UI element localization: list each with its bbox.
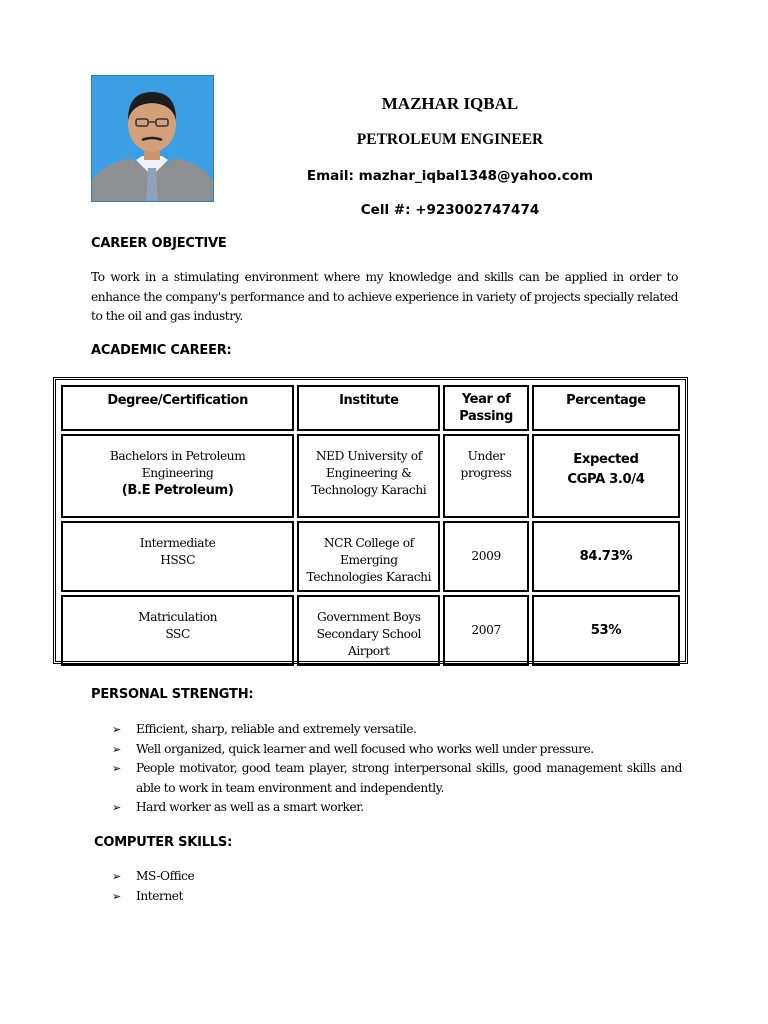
degree-cell: Bachelors in Petroleum Engineering (B.E Petroleum) — [61, 434, 294, 518]
column-header: Institute — [297, 385, 440, 431]
career-objective-heading: CAREER OBJECTIVE — [91, 236, 227, 251]
percentage-cell: Expected CGPA 3.0/4 — [532, 434, 680, 518]
degree-cell: Intermediate HSSC — [61, 521, 294, 592]
percentage-cell: 84.73% — [532, 521, 680, 592]
email-line: Email: mazhar_iqbal1348@yahoo.com — [306, 168, 594, 184]
percentage-cell: 53% — [532, 595, 680, 666]
list-item: ➢ Internet — [112, 887, 682, 907]
column-header: Year of Passing — [443, 385, 528, 431]
list-item: ➢ Efficient, sharp, reliable and extremely versatile. — [112, 720, 682, 740]
list-item: ➢ Well organized, quick learner and well focused who works well under pressure. — [112, 740, 682, 760]
career-objective-text: To work in a stimulating environment where my knowledge and skills can be applied in order to enhance the company's performance and to achieve experience in variety of projects specially related to the oil and gas industry. — [91, 270, 678, 323]
arrow-bullet-icon: ➢ — [112, 723, 121, 736]
job-title: PETROLEUM ENGINEER — [356, 131, 544, 148]
list-item: ➢ People motivator, good team player, strong interpersonal skills, good management skills and able to work in team environment and independently. — [112, 761, 682, 795]
arrow-bullet-icon: ➢ — [112, 889, 121, 903]
academic-table — [53, 377, 688, 664]
year-cell: 2007 — [443, 595, 528, 666]
institute-cell: Government Boys Secondary School Airport — [297, 595, 440, 666]
table-row — [61, 434, 680, 518]
arrow-bullet-icon: ➢ — [112, 742, 121, 756]
academic-career-heading: ACADEMIC CAREER: — [91, 343, 232, 358]
computer-skills-list — [112, 867, 682, 906]
list-item: ➢ MS-Office — [112, 867, 682, 887]
arrow-bullet-icon: ➢ — [112, 870, 121, 883]
list-item: ➢ Hard worker as well as a smart worker. — [112, 798, 682, 818]
personal-strength-list — [112, 720, 682, 818]
computer-skills-heading: COMPUTER SKILLS: — [94, 835, 233, 850]
candidate-name: MAZHAR IQBAL — [381, 94, 519, 113]
column-header: Percentage — [532, 385, 680, 431]
institute-cell: NCR College of Emerging Technologies Karachi — [297, 521, 440, 592]
arrow-bullet-icon: ➢ — [112, 762, 121, 775]
year-cell: Under progress — [443, 434, 528, 518]
cell-line: Cell #: +923002747474 — [360, 202, 540, 218]
column-header: Degree/Certification — [61, 385, 294, 431]
table-row — [61, 521, 680, 592]
personal-strength-heading: PERSONAL STRENGTH: — [91, 687, 254, 702]
table-row — [61, 595, 680, 666]
year-cell: 2009 — [443, 521, 528, 592]
degree-cell: Matriculation SSC — [61, 595, 294, 666]
institute-cell: NED University of Engineering & Technology Karachi — [297, 434, 440, 518]
table-header-row — [61, 385, 680, 431]
arrow-bullet-icon: ➢ — [112, 801, 121, 814]
profile-photo — [91, 75, 214, 202]
